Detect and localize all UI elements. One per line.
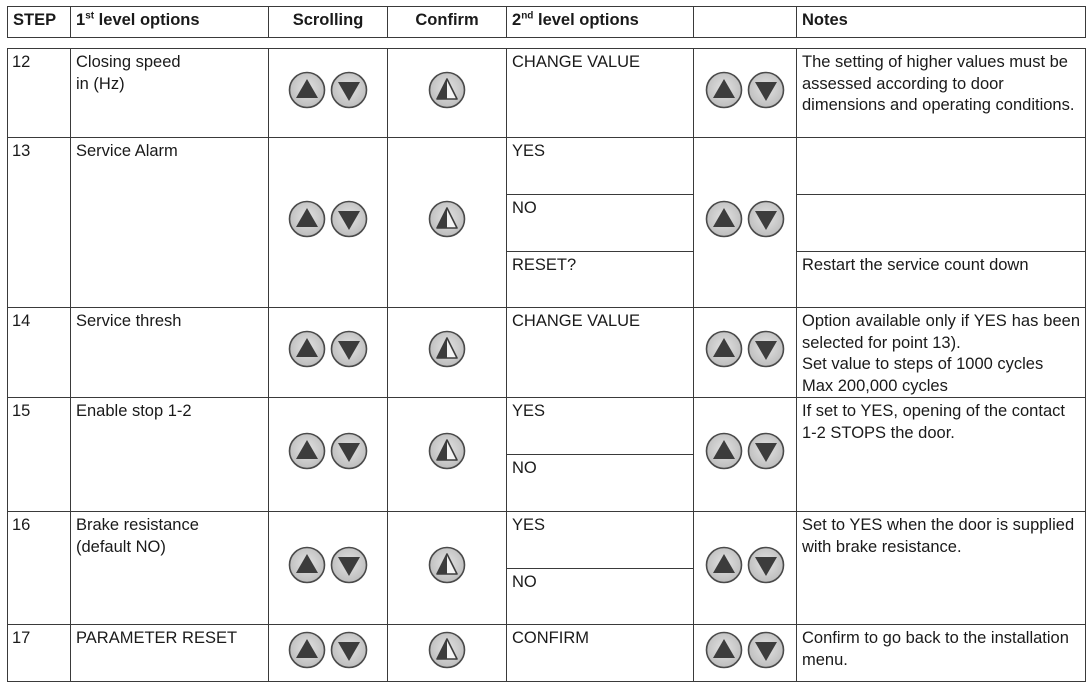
second-level-scrolling-cell: [694, 625, 797, 682]
confirm-cell: [388, 512, 507, 625]
second-level-options: [507, 138, 694, 308]
scrolling-cell: [269, 625, 388, 682]
arrow-down-icon[interactable]: [330, 546, 368, 584]
option-yes: YES: [507, 398, 693, 455]
scrolling-cell: [269, 398, 388, 512]
second-level-options: [507, 512, 694, 625]
step-number: 14: [8, 308, 71, 398]
arrow-up-icon[interactable]: [705, 71, 743, 109]
enter-icon[interactable]: [428, 200, 466, 238]
notes-cell: [797, 308, 1086, 398]
arrow-down-icon[interactable]: [747, 71, 785, 109]
notes-cell: Confirm to go back to the installation menu.: [797, 625, 1086, 682]
step-number: 15: [8, 398, 71, 512]
option-name: Service Alarm: [71, 138, 269, 308]
arrow-up-icon[interactable]: [705, 200, 743, 238]
confirm-cell: [388, 308, 507, 398]
option-yes: YES: [507, 138, 693, 195]
scrolling-cell: [269, 308, 388, 398]
arrow-down-icon[interactable]: [330, 330, 368, 368]
option-name: Closing speed in (Hz): [71, 49, 269, 138]
arrow-down-icon[interactable]: [747, 631, 785, 669]
enter-icon[interactable]: [428, 71, 466, 109]
arrow-down-icon[interactable]: [330, 200, 368, 238]
table-row: [8, 308, 1086, 398]
option-reset: RESET?: [512, 256, 577, 274]
option-no: NO: [512, 459, 537, 477]
arrow-down-icon[interactable]: [747, 330, 785, 368]
arrow-up-icon[interactable]: [705, 631, 743, 669]
arrow-down-icon[interactable]: [330, 631, 368, 669]
second-level-scrolling-cell: [694, 398, 797, 512]
option-yes: YES: [507, 512, 693, 569]
header-confirm: Confirm: [388, 7, 507, 38]
option-name: PARAMETER RESET: [71, 625, 269, 682]
second-level-option: CHANGE VALUE: [507, 308, 694, 398]
header-row: [8, 7, 1086, 38]
option-no: NO: [512, 573, 537, 591]
arrow-down-icon[interactable]: [747, 432, 785, 470]
table-row: [8, 512, 1086, 625]
arrow-up-icon[interactable]: [705, 546, 743, 584]
second-level-scrolling-cell: [694, 138, 797, 308]
confirm-cell: [388, 49, 507, 138]
arrow-up-icon[interactable]: [288, 546, 326, 584]
header-step: STEP: [8, 7, 71, 38]
confirm-cell: [388, 398, 507, 512]
table-row: [8, 625, 1086, 682]
scrolling-cell: [269, 49, 388, 138]
header-scrolling: Scrolling: [269, 7, 388, 38]
note-line: Max 200,000 cycles: [802, 376, 948, 395]
option-no: NO: [507, 195, 693, 252]
second-level-scrolling-cell: [694, 308, 797, 398]
arrow-up-icon[interactable]: [705, 330, 743, 368]
enter-icon[interactable]: [428, 631, 466, 669]
header-notes: Notes: [797, 7, 1086, 38]
header-table: [7, 6, 1086, 38]
note-yes: [797, 138, 1085, 195]
second-level-option: CONFIRM: [507, 625, 694, 682]
arrow-down-icon[interactable]: [747, 546, 785, 584]
header-blank: [694, 7, 797, 38]
option-name: Service thresh: [71, 308, 269, 398]
step-number: 16: [8, 512, 71, 625]
step-number: 17: [8, 625, 71, 682]
table-row: [8, 49, 1086, 138]
table-row: [8, 398, 1086, 512]
scrolling-cell: [269, 138, 388, 308]
arrow-down-icon[interactable]: [330, 432, 368, 470]
arrow-up-icon[interactable]: [288, 631, 326, 669]
second-level-option: CHANGE VALUE: [507, 49, 694, 138]
notes-cell: The setting of higher values must be assessed according to door dimensions and operating conditions.: [797, 49, 1086, 138]
notes-cell: If set to YES, opening of the contact 1-2 STOPS the door.: [797, 398, 1086, 512]
enter-icon[interactable]: [428, 330, 466, 368]
arrow-up-icon[interactable]: [288, 330, 326, 368]
notes-cell: Set to YES when the door is supplied with brake resistance.: [797, 512, 1086, 625]
note-line: Set value to steps of 1000 cycles: [802, 355, 1044, 373]
enter-icon[interactable]: [428, 432, 466, 470]
note-line: Option available only if YES has been selected for point 13).: [802, 312, 1080, 352]
header-second-level: 2nd level options: [507, 7, 694, 38]
arrow-down-icon[interactable]: [747, 200, 785, 238]
scrolling-cell: [269, 512, 388, 625]
second-level-options: [507, 398, 694, 512]
arrow-up-icon[interactable]: [288, 71, 326, 109]
second-level-scrolling-cell: [694, 49, 797, 138]
enter-icon[interactable]: [428, 546, 466, 584]
arrow-up-icon[interactable]: [288, 200, 326, 238]
options-table: [7, 48, 1086, 682]
confirm-cell: [388, 625, 507, 682]
header-first-level: 1st level options: [71, 7, 269, 38]
note-reset: Restart the service count down: [802, 256, 1029, 274]
note-no: [797, 195, 1085, 252]
arrow-down-icon[interactable]: [330, 71, 368, 109]
option-name: Brake resistance (default NO): [71, 512, 269, 625]
arrow-up-icon[interactable]: [288, 432, 326, 470]
step-number: 13: [8, 138, 71, 308]
table-row: [8, 138, 1086, 308]
second-level-scrolling-cell: [694, 512, 797, 625]
confirm-cell: [388, 138, 507, 308]
arrow-up-icon[interactable]: [705, 432, 743, 470]
notes-cell: [797, 138, 1086, 308]
step-number: 12: [8, 49, 71, 138]
option-name: Enable stop 1-2: [71, 398, 269, 512]
